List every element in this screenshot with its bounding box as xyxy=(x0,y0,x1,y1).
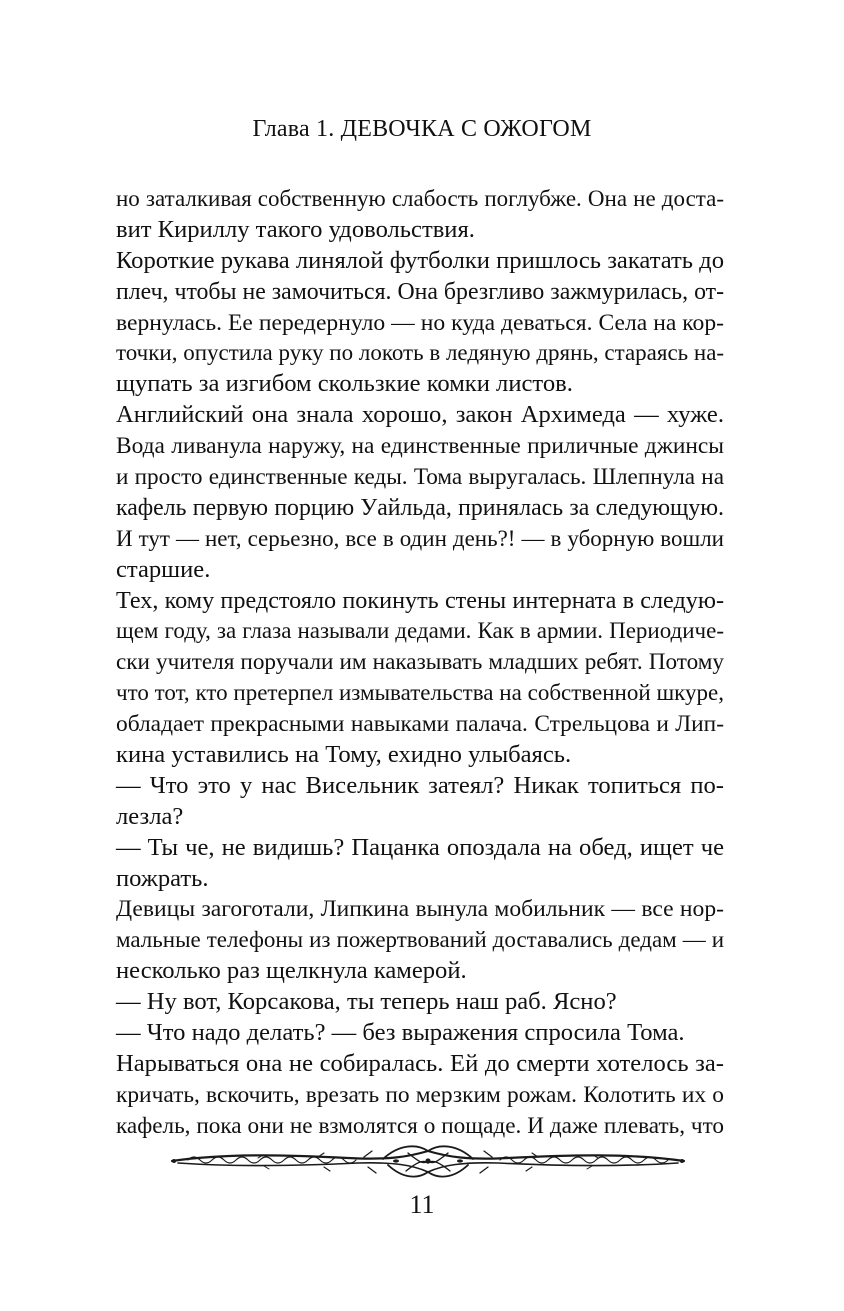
text-line: щупать за изгибом скользкие комки листов. xyxy=(116,370,573,398)
text-line: — Ты че, не видишь? Пацанка опоздала на обед, ищет че xyxy=(116,833,724,861)
text-line: плеч, чтобы не замочиться. Она брезгливо зажмурилась, от- xyxy=(116,278,724,305)
text-line: — Что это у нас Висельник затеял? Никак топиться по- xyxy=(116,771,724,799)
text-line: обладает прекрасными навыками палача. Стрельцова и Лип- xyxy=(116,711,724,738)
page-number: 11 xyxy=(409,1190,435,1219)
text-line: лезла? xyxy=(116,802,184,830)
text-line: — Что надо делать? — без выражения спросила Тома. xyxy=(116,1019,685,1047)
decorative-ornament xyxy=(168,1139,688,1183)
running-head: Глава 1. ДЕВОЧКА С ОЖОГОМ xyxy=(252,116,592,142)
text-line: Английский она знала хорошо, закон Архимеда — хуже. xyxy=(116,401,724,429)
text-line: кафель первую порцию Уайльда, принялась за следующую. xyxy=(116,494,724,521)
text-line: кафель, пока они не взмолятся о пощаде. И даже плевать, что xyxy=(116,1112,724,1139)
text-line: старшие. xyxy=(116,555,211,583)
text-line: но заталкивая собственную слабость поглубже. Она не доста- xyxy=(116,186,724,211)
text-line: Нарываться она не собиралась. Ей до смерти хотелось за- xyxy=(116,1049,724,1077)
text-line: мальные телефоны из пожертвований доставались дедам — и xyxy=(116,927,724,953)
text-line: точки, опустила руку по локоть в ледяную дрянь, стараясь на- xyxy=(116,340,725,366)
text-line: что тот, кто претерпел измывательства на собственной шкуре, xyxy=(116,680,724,706)
text-line: пожрать. xyxy=(116,864,209,892)
text-line: Короткие рукава линялой футболки пришлось закатать до xyxy=(116,246,724,274)
text-line: несколько раз щелкнула камерой. xyxy=(116,957,467,985)
text-line: вит Кириллу такого удовольствия. xyxy=(116,215,475,243)
text-line: Тех, кому предстояло покинуть стены интерната в следую- xyxy=(116,586,724,614)
text-line: кричать, вскочить, врезать по мерзким рожам. Колотить их о xyxy=(116,1081,724,1108)
body-text xyxy=(116,184,724,1142)
text-line: вернулась. Ее передернуло — но куда деваться. Села на кор- xyxy=(116,309,724,336)
text-line: ски учителя поручали им наказывать младших ребят. Потому xyxy=(116,649,724,676)
text-line: и просто единственные кеды. Тома выругалась. Шлепнула на xyxy=(116,464,724,491)
text-line: кина уставились на Тому, ехидно улыбаясь. xyxy=(116,741,572,769)
text-line: щем году, за глаза называли дедами. Как в армии. Периодиче- xyxy=(116,618,724,644)
text-line: Девицы загоготали, Липкина вынула мобильник — все нор- xyxy=(116,896,724,923)
text-line: И тут — нет, серьезно, все в один день?! — в уборную вошли xyxy=(116,525,724,551)
text-line: Вода ливанула наружу, на единственные приличные джинсы xyxy=(116,433,724,460)
text-line: — Ну вот, Корсакова, ты теперь наш раб. Ясно? xyxy=(116,988,617,1016)
